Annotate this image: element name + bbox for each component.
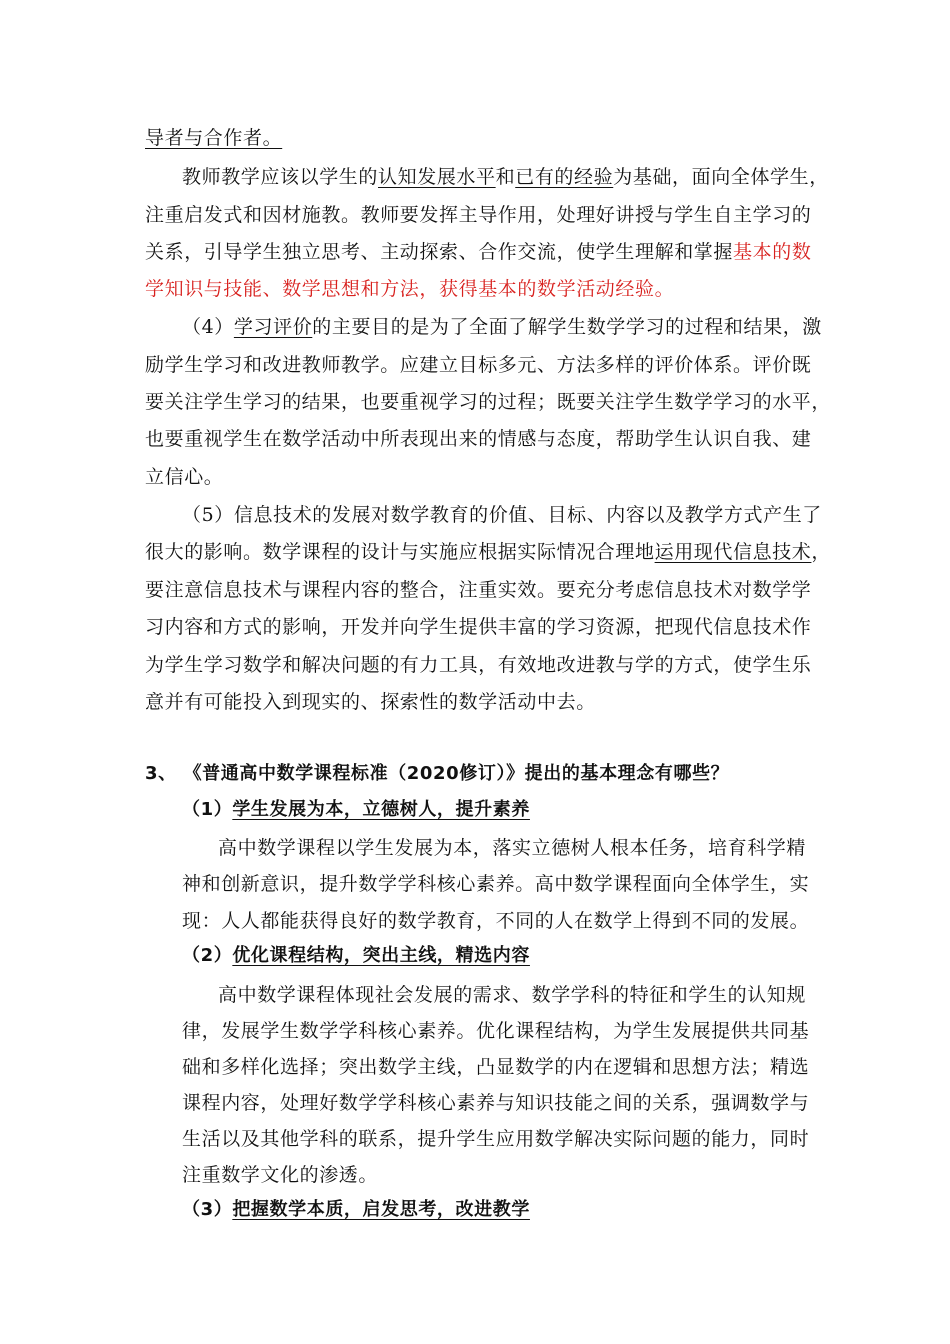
section-title-text: 优化课程结构，突出主线，精选内容 — [232, 945, 530, 966]
teacher-paragraph-line-1 — [182, 165, 829, 189]
highlighted-text: 基本的数 — [733, 241, 812, 263]
text-run: 要注意信息技术与课程内容的整合，注重实效。要充分考虑信息技术对数学学 — [145, 579, 812, 601]
underlined-term-cognitive-level: 认知发展水平 — [378, 166, 496, 188]
text-run: 习内容和方式的影响，开发并向学生提供丰富的学习资源，把现代信息技术作 — [145, 616, 812, 638]
text-run: 神和创新意识，提升数学学科核心素养。高中数学课程面向全体学生，实 — [182, 873, 810, 895]
section-2-line-3 — [182, 1055, 809, 1079]
teacher-paragraph-line-3 — [145, 240, 811, 264]
section-2-line-1 — [218, 983, 806, 1007]
text-run: 要关注学生学习的结果，也要重视学习的过程；既要关注学生数学学习的水平， — [145, 391, 832, 413]
evaluation-paragraph-line-4 — [145, 427, 811, 451]
text-run: 高中数学课程以学生发展为本，落实立德树人根本任务，培育科学精 — [218, 837, 807, 859]
highlighted-text: 学知识与技能、数学思想和方法，获得基本的数学活动经验。 — [145, 278, 675, 300]
it-paragraph-line-2 — [145, 540, 831, 564]
teacher-paragraph-line-2 — [145, 203, 811, 227]
heading-text: 3、 《普通高中数学课程标准（2020修订）》提出的基本理念有哪些？ — [145, 763, 730, 784]
tail-text: 导者与合作者。 — [145, 127, 283, 149]
text-run: 立信心。 — [145, 466, 224, 488]
text-run: （5）信息技术的发展对数学教育的价值、目标、内容以及教学方式产生了 — [182, 504, 822, 526]
it-paragraph-line-4 — [145, 615, 811, 639]
it-paragraph-line-1 — [182, 503, 822, 527]
question-3-heading — [145, 762, 729, 786]
text-run: 现：人人都能获得良好的数学教育，不同的人在数学上得到不同的发展。 — [182, 910, 810, 932]
underlined-term-evaluation: 学习评价 — [233, 316, 313, 338]
text-run: 为基础，面向全体学生， — [613, 166, 829, 188]
text-run: 生活以及其他学科的联系，提升学生应用数学解决实际问题的能力，同时 — [182, 1128, 810, 1150]
text-run: 注重启发式和因材施教。教师要发挥主导作用，处理好讲授与学生自主学习的 — [145, 204, 812, 226]
text-run: 为学生学习数学和解决问题的有力工具，有效地改进教与学的方式，使学生乐 — [145, 654, 812, 676]
underlined-term-modern-it: 运用现代信息技术 — [654, 541, 812, 563]
section-title-text: 把握数学本质，启发思考，改进教学 — [232, 1199, 530, 1220]
section-title-text: 学生发展为本，立德树人，提升素养 — [232, 799, 530, 820]
underlined-term-experience: 已有的经验 — [515, 166, 614, 188]
section-3-title — [182, 1198, 530, 1222]
section-number: （3） — [182, 1199, 233, 1220]
it-paragraph-line-6 — [145, 690, 596, 714]
text-run: ， — [811, 541, 832, 563]
text-run: 意并有可能投入到现实的、探索性的数学活动中去。 — [145, 691, 596, 713]
section-2-title — [182, 944, 530, 968]
text-run: 课程内容，处理好数学学科核心素养与知识技能之间的关系，强调数学与 — [182, 1092, 810, 1114]
evaluation-paragraph-line-5 — [145, 465, 223, 489]
text-run: 的主要目的是为了全面了解学生数学学习的过程和结果，激 — [312, 316, 822, 338]
it-paragraph-line-3 — [145, 578, 811, 602]
evaluation-paragraph-line-1 — [182, 315, 822, 339]
text-run: 础和多样化选择；突出数学主线，凸显数学的内在逻辑和思想方法；精选 — [182, 1056, 810, 1078]
evaluation-paragraph-line-2 — [145, 353, 811, 377]
text-run: 教师教学应该以学生的 — [182, 166, 379, 188]
teacher-paragraph-line-4 — [145, 277, 674, 301]
section-2-line-5 — [182, 1127, 809, 1151]
section-1-line-1 — [218, 836, 806, 860]
text-run: 高中数学课程体现社会发展的需求、数学学科的特征和学生的认知规 — [218, 984, 807, 1006]
section-number: （1） — [182, 799, 233, 820]
text-run: 注重数学文化的渗透。 — [182, 1164, 379, 1186]
text-run: 也要重视学生在数学活动中所表现出来的情感与态度，帮助学生认识自我、建 — [145, 428, 812, 450]
section-2-line-2 — [182, 1019, 809, 1043]
evaluation-paragraph-line-3 — [145, 390, 831, 414]
section-2-line-6 — [182, 1163, 378, 1187]
paragraph-tail — [145, 126, 282, 150]
it-paragraph-line-5 — [145, 653, 811, 677]
text-run: 律，发展学生数学学科核心素养。优化课程结构，为学生发展提供共同基 — [182, 1020, 810, 1042]
section-1-title — [182, 798, 530, 822]
text-run: 关系，引导学生独立思考、主动探索、合作交流，使学生理解和掌握 — [145, 241, 734, 263]
section-2-line-4 — [182, 1091, 809, 1115]
item-number: （4） — [182, 316, 234, 338]
text-run: 励学生学习和改进教师教学。应建立目标多元、方法多样的评价体系。评价既 — [145, 354, 812, 376]
text-run: 很大的影响。数学课程的设计与实施应根据实际情况合理地 — [145, 541, 655, 563]
text-run: 和 — [495, 166, 516, 188]
section-1-line-2 — [182, 872, 809, 896]
section-number: （2） — [182, 945, 233, 966]
section-1-line-3 — [182, 909, 809, 933]
